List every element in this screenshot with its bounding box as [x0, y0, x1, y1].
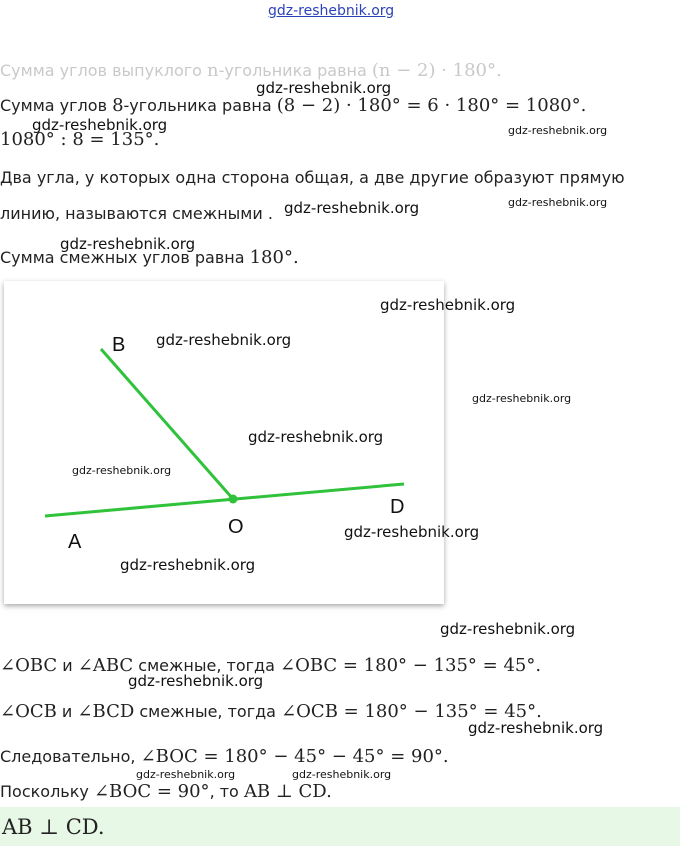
- text-line-angle-obc: [0, 655, 541, 676]
- text-line-definition-2: [0, 204, 273, 223]
- text-line-octagon-sum: [0, 95, 586, 116]
- watermark: gdz-reshebnik.org: [120, 556, 256, 574]
- watermark: gdz-reshebnik.org: [136, 768, 236, 781]
- watermark: gdz-reshebnik.org: [472, 392, 572, 405]
- watermark: gdz-reshebnik.org: [292, 768, 392, 781]
- math-formula: ∠OCB = 180° − 135° = 45°.: [281, 701, 542, 722]
- math-segment: n: [207, 60, 219, 81]
- answer-box: [0, 807, 680, 846]
- text-segment: и: [56, 702, 78, 721]
- watermark: gdz-reshebnik.org: [256, 79, 392, 97]
- text-line-polygon-sum: [0, 60, 502, 81]
- text-segment: Поскольку: [0, 782, 94, 801]
- math-formula: AB ⊥ CD.: [243, 781, 332, 802]
- math-formula: 180°.: [249, 247, 299, 268]
- text-segment: и: [57, 656, 78, 675]
- math-segment: ∠ABC: [77, 655, 134, 676]
- watermark: gdz-reshebnik.org: [60, 235, 196, 253]
- text-segment: -угольника равна: [123, 96, 277, 115]
- watermark: gdz-reshebnik.org: [508, 196, 608, 209]
- point-o: [229, 495, 238, 504]
- math-segment: ∠OBC: [0, 655, 58, 676]
- watermark: gdz-reshebnik.org: [156, 331, 292, 349]
- watermark: gdz-reshebnik.org: [468, 719, 604, 737]
- math-formula: (n − 2) · 180°.: [371, 60, 502, 81]
- label-o: O: [228, 516, 244, 538]
- text-line-definition-1: [0, 168, 625, 187]
- watermark: gdz-reshebnik.org: [440, 620, 576, 638]
- text-segment: смежные, тогда: [133, 656, 280, 675]
- math-formula: ∠OBC = 180° − 135° = 45°.: [279, 655, 542, 676]
- text-segment: Сумма углов: [0, 96, 113, 115]
- text-line-angle-boc: [0, 746, 449, 767]
- math-formula: (8 − 2) · 180° = 6 · 180° = 1080°.: [276, 95, 587, 116]
- answer-text: AB ⊥ CD.: [2, 815, 105, 839]
- label-d: D: [390, 496, 405, 518]
- label-a: A: [68, 531, 82, 553]
- math-formula: ∠BOC = 90°: [93, 781, 210, 802]
- text-segment: -угольника равна: [218, 61, 372, 80]
- text-segment: , то: [209, 782, 244, 801]
- math-formula: ∠BOC = 180° − 45° − 45° = 90°.: [140, 746, 449, 767]
- label-b: B: [112, 334, 126, 356]
- math-formula: 1080° : 8 = 135°.: [0, 129, 160, 150]
- text-segment: смежные, тогда: [134, 702, 282, 721]
- text-segment: Следовательно,: [0, 747, 141, 766]
- watermark: gdz-reshebnik.org: [248, 428, 384, 446]
- watermark: gdz-reshebnik.org: [128, 672, 264, 690]
- header-watermark-link[interactable]: gdz-reshebnik.org: [268, 3, 395, 19]
- watermark: gdz-reshebnik.org: [284, 199, 420, 217]
- watermark: gdz-reshebnik.org: [72, 464, 172, 477]
- text-segment: Сумма углов выпуклого: [0, 61, 208, 80]
- watermark: gdz-reshebnik.org: [380, 296, 516, 314]
- text-line-conclusion: [0, 781, 332, 802]
- watermark: gdz-reshebnik.org: [32, 116, 168, 134]
- watermark: gdz-reshebnik.org: [344, 523, 480, 541]
- math-segment: ∠OCB: [0, 701, 57, 722]
- text-segment: Два угла, у которых одна сторона общая, а две другие образуют прямую: [0, 168, 625, 187]
- math-segment: 8: [112, 95, 124, 116]
- math-segment: ∠BCD: [77, 701, 135, 722]
- text-segment: Сумма смежных углов равна: [0, 248, 250, 267]
- text-line-angle-ocb: [0, 701, 542, 722]
- text-segment: линию, называются смежными .: [0, 204, 273, 223]
- watermark: gdz-reshebnik.org: [508, 124, 608, 137]
